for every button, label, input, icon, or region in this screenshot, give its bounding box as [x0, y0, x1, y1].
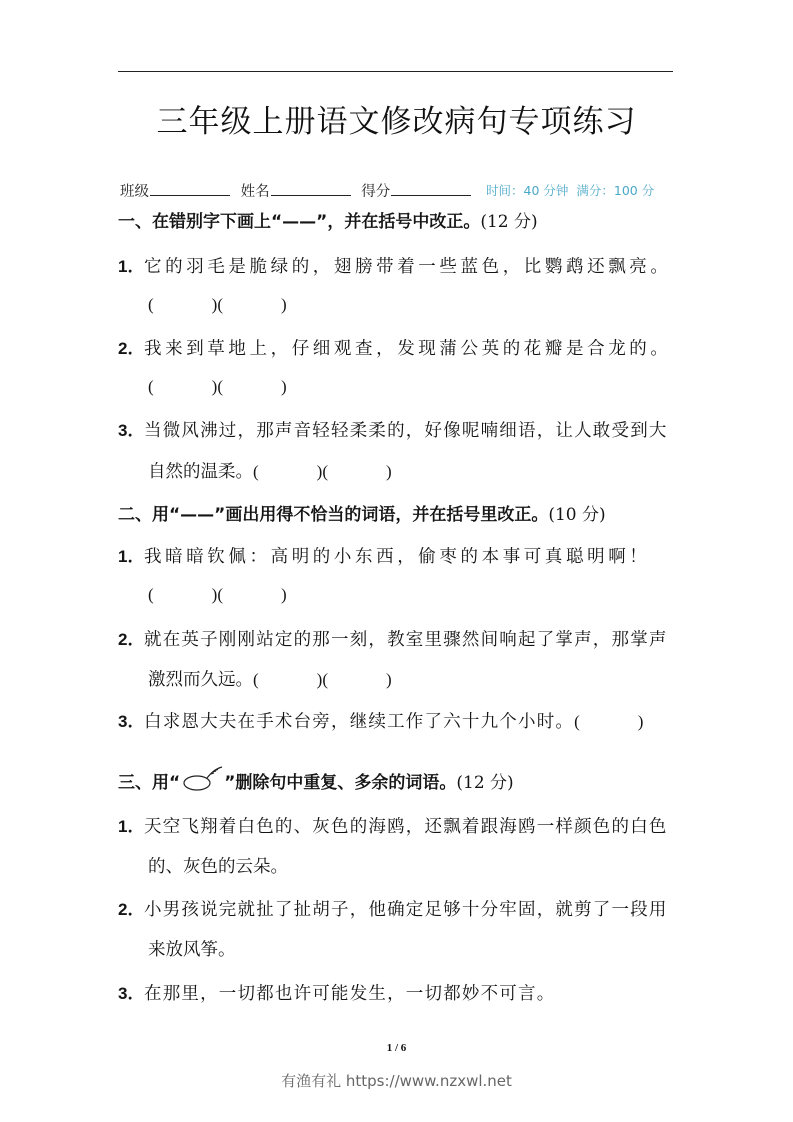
name-field — [241, 180, 351, 201]
delete-circle-mark-icon — [180, 765, 224, 793]
s1-q3-continuation — [148, 458, 392, 483]
class-field — [120, 180, 230, 201]
section-3-heading — [118, 768, 514, 797]
s3-question-2 — [118, 895, 668, 921]
score-blank[interactable] — [391, 181, 471, 196]
section-1-heading — [118, 207, 538, 232]
section-3-heading-suffix: ”删除句中重复、多余的词语。 — [224, 773, 457, 793]
s1-question-1 — [118, 252, 672, 278]
s1-question-2 — [118, 334, 672, 360]
page-title: 三年级上册语文修改病句专项练习 — [156, 104, 637, 140]
s2-q1-answer-blanks[interactable]: ( )( ) — [148, 585, 287, 604]
section-1-points: (12 分) — [480, 212, 538, 232]
s2-question-1 — [118, 542, 650, 568]
question-text: 天空飞翔着白色的、灰色的海鸥，还飘着跟海鸥一样颜色的白色 — [144, 817, 668, 837]
question-number: 2． — [118, 630, 145, 649]
section-3-heading-prefix: 三、用“ — [118, 773, 181, 793]
exam-meta — [486, 181, 662, 199]
section-3-points: (12 分) — [456, 773, 514, 793]
time-limit: 时间：40 分钟 — [486, 183, 569, 198]
section-2-points: (10 分) — [548, 505, 606, 525]
s3-q2-continuation — [148, 936, 236, 961]
question-number: 2． — [118, 900, 145, 919]
question-continuation: 来放风筝。 — [148, 940, 236, 960]
watermark: 有渔有礼 https://www.nzxwl.net — [281, 1072, 512, 1090]
question-text: 白求恩大夫在手术台旁，继续工作了六十九个小时。 — [144, 712, 575, 732]
question-number: 3． — [118, 421, 145, 440]
question-number: 1． — [118, 257, 145, 276]
section-2-heading-text: 二、用“——”画出用得不恰当的词语，并在括号里改正。 — [118, 505, 549, 525]
s3-question-1 — [118, 812, 668, 838]
s3-q1-continuation — [148, 853, 288, 878]
score-field — [361, 180, 471, 201]
s1-q1-answer-blanks[interactable]: ( )( ) — [148, 295, 287, 314]
s2-q2-continuation — [148, 666, 392, 691]
question-text: 当微风沸过，那声音轻轻柔柔的，好像呢喃细语，让人敢受到大 — [144, 421, 668, 441]
question-number: 1． — [118, 547, 145, 566]
question-number: 3． — [118, 712, 145, 731]
s3-question-3 — [118, 979, 555, 1005]
question-text: 我暗暗钦佩：高明的小东西，偷枣的本事可真聪明啊！ — [144, 547, 651, 567]
s2-q2-answer-blanks[interactable]: ( )( ) — [253, 670, 392, 689]
s1-q3-answer-blanks[interactable]: ( )( ) — [253, 462, 392, 481]
s1-q2-answer-blanks[interactable]: ( )( ) — [148, 377, 287, 396]
question-number: 1． — [118, 817, 145, 836]
question-text: 它的羽毛是脆绿的，翅膀带着一些蓝色，比鹦鹉还飘亮。 — [144, 257, 672, 277]
question-continuation: 的、灰色的云朵。 — [148, 857, 288, 877]
question-text: 就在英子刚刚站定的那一刻，教室里骤然间响起了掌声，那掌声 — [144, 630, 668, 650]
section-2-heading — [118, 500, 606, 525]
question-continuation: 激烈而久远。 — [148, 670, 253, 690]
full-score: 满分：100 分 — [576, 183, 655, 198]
s1-question-3 — [118, 416, 668, 442]
question-number: 3． — [118, 984, 145, 1003]
question-number: 2． — [118, 339, 145, 358]
class-blank[interactable] — [150, 181, 230, 196]
page-number: 1 / 6 — [386, 1042, 407, 1054]
top-rule — [118, 71, 673, 72]
name-blank[interactable] — [271, 181, 351, 196]
s2-question-3 — [118, 707, 643, 733]
s2-q3-answer-blank[interactable]: ( ) — [574, 712, 644, 731]
name-label: 姓名 — [240, 184, 270, 200]
score-label: 得分 — [361, 184, 391, 200]
question-text: 小男孩说完就扯了扯胡子，他确定足够十分牢固，就剪了一段用 — [144, 900, 668, 920]
question-continuation: 自然的温柔。 — [148, 462, 253, 482]
section-1-heading-text: 一、在错别字下画上“——”，并在括号中改正。 — [118, 212, 481, 232]
class-label: 班级 — [120, 184, 149, 200]
question-text: 我来到草地上，仔细观查，发现蒲公英的花瓣是合龙的。 — [144, 339, 672, 359]
s2-question-2 — [118, 625, 668, 651]
student-info-row — [120, 180, 680, 202]
question-text: 在那里，一切都也许可能发生，一切都妙不可言。 — [144, 984, 556, 1004]
